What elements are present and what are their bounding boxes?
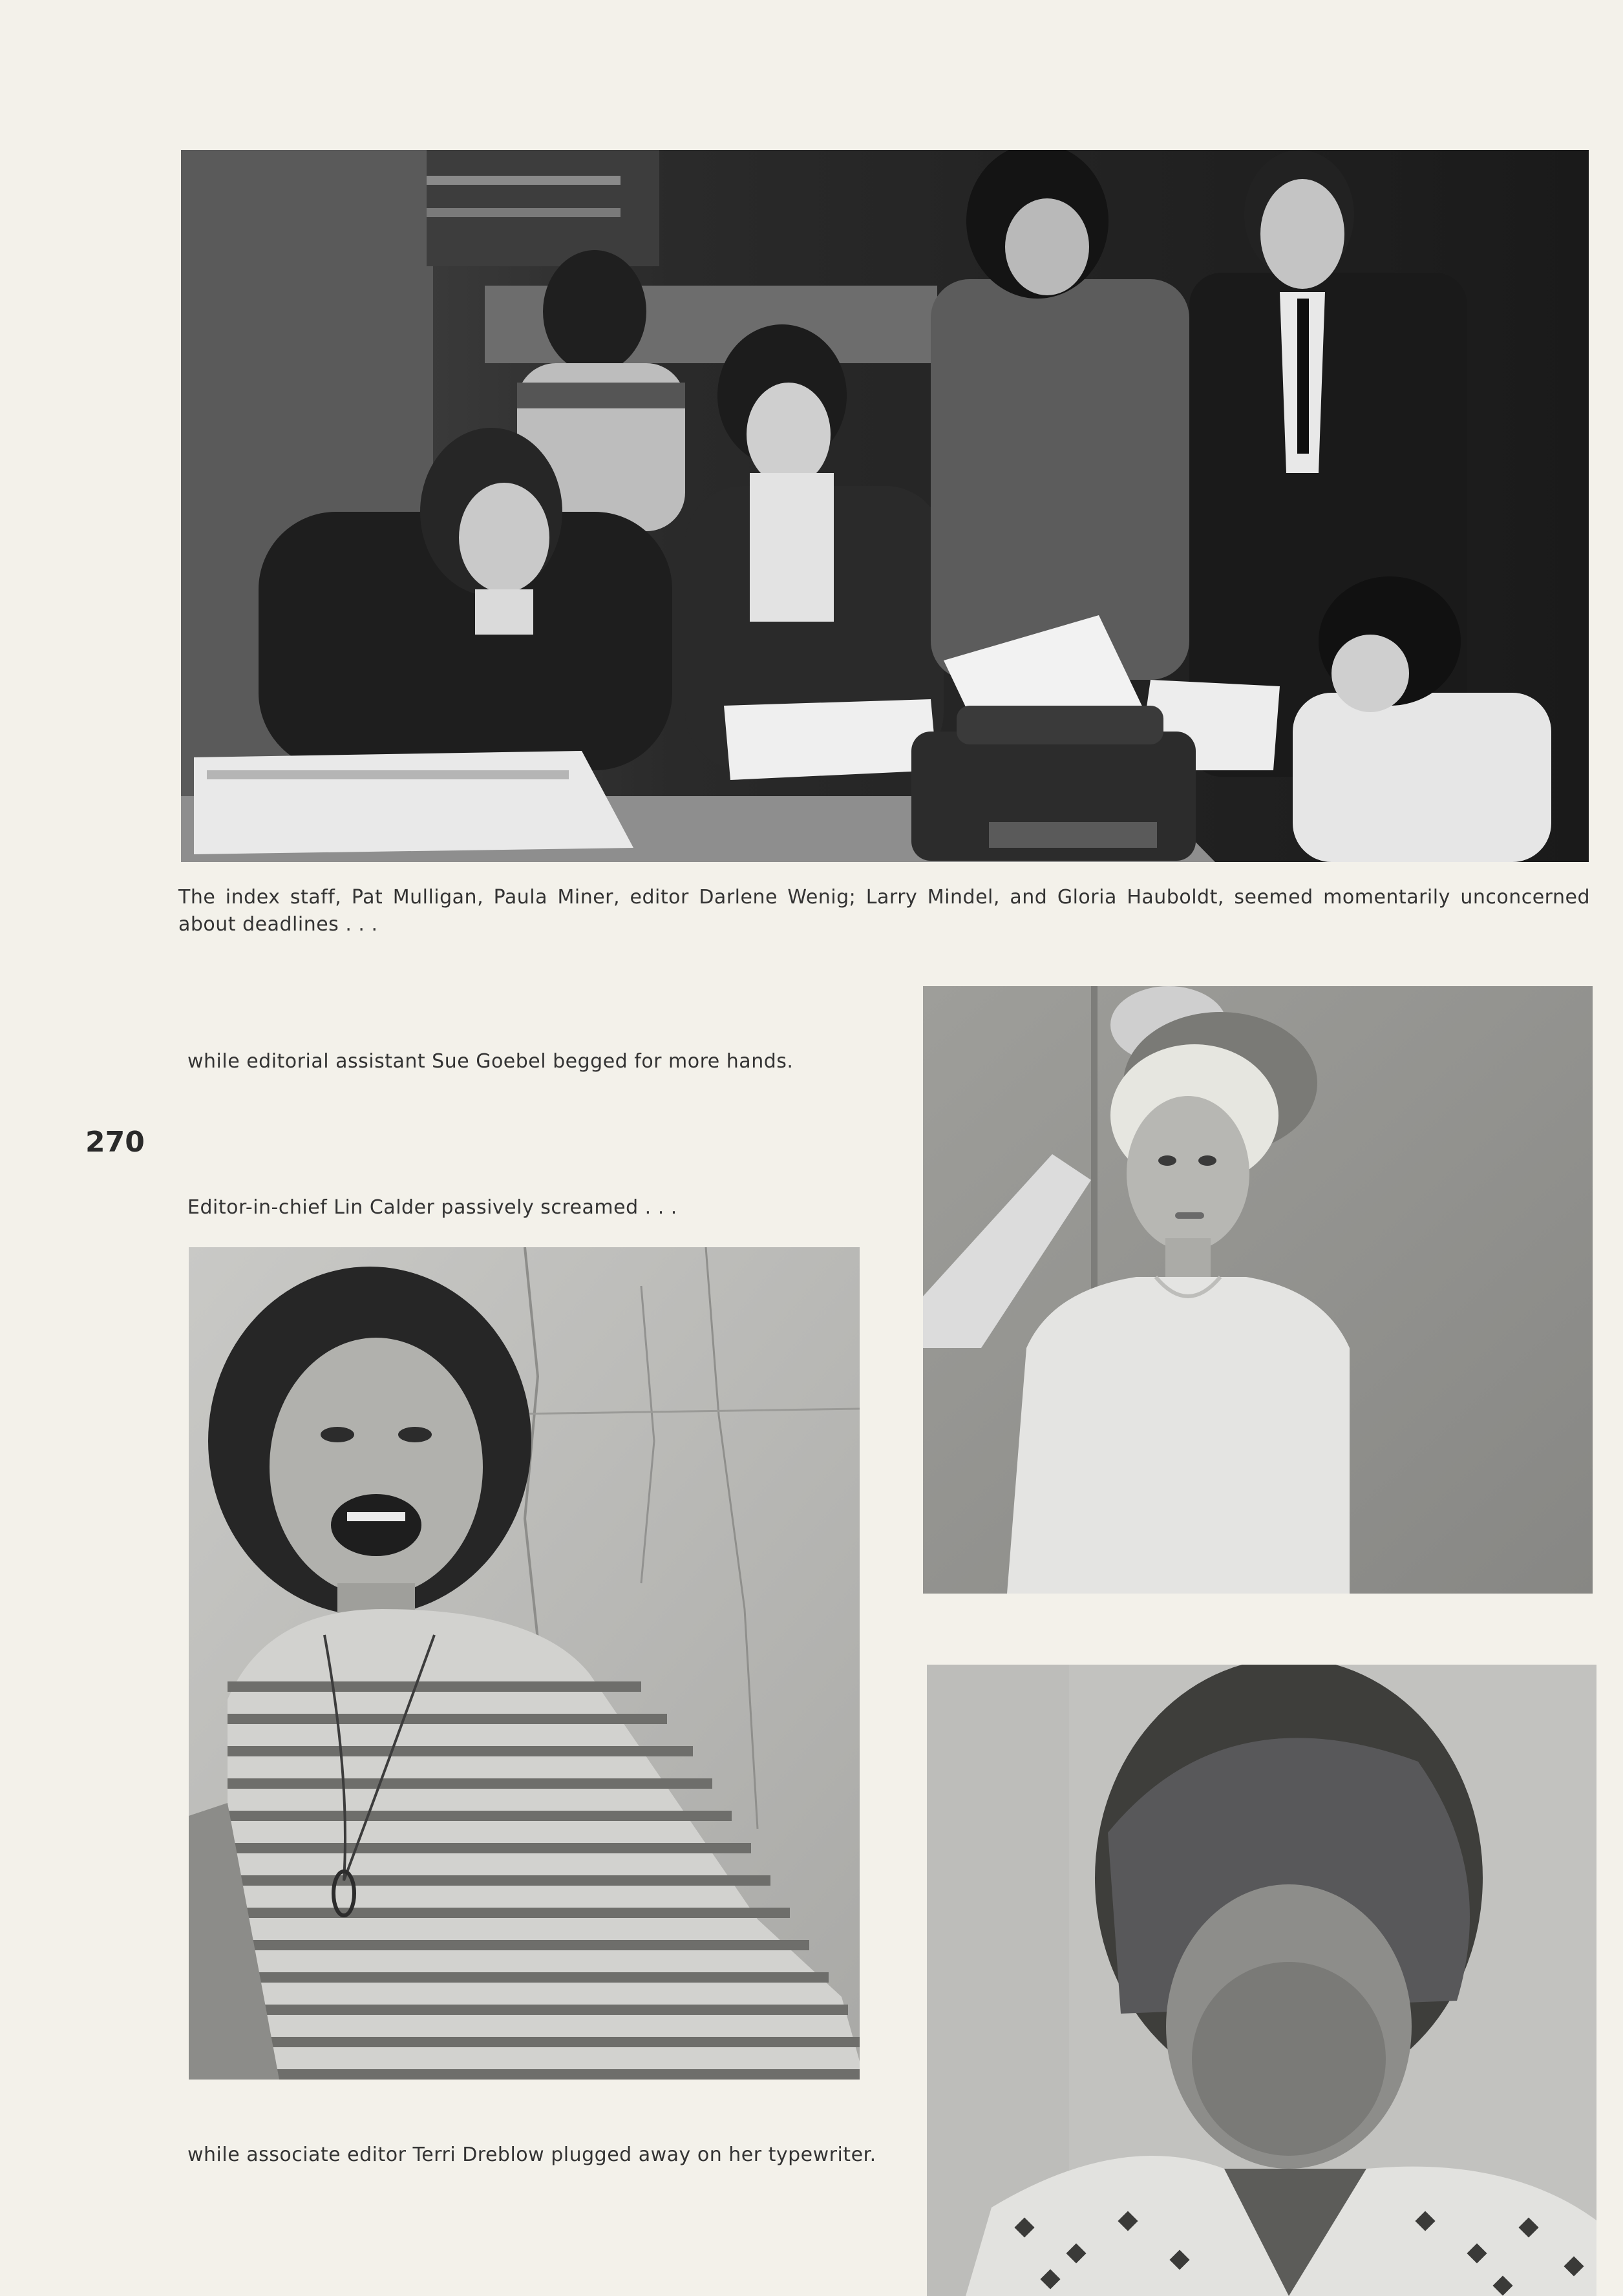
index-staff-caption: The index staff, Pat Mulligan, Paula Miner, editor Darlene Wenig; Larry Mindel, and Gloria Hauboldt, seemed momentarily unconcerned about deadlines . . . <box>178 886 1590 936</box>
sue-goebel-caption: while editorial assistant Sue Goebel begged for more hands. <box>187 1050 794 1073</box>
lin-calder-caption: Editor-in-chief Lin Calder passively screamed . . . <box>187 1196 677 1219</box>
page-number: 270 <box>85 1126 145 1159</box>
index-staff-photo <box>181 150 1589 862</box>
index-staff-photo-image <box>181 150 1589 862</box>
lin-calder-photo-image <box>189 1247 860 2080</box>
terri-dreblow-caption: while associate editor Terri Dreblow plugged away on her typewriter. <box>187 2143 876 2166</box>
lin-calder-photo <box>189 1247 860 2080</box>
terri-dreblow-photo <box>927 1665 1596 2296</box>
sue-goebel-photo-image <box>923 986 1593 1594</box>
terri-dreblow-photo-image <box>927 1665 1596 2296</box>
sue-goebel-photo <box>923 986 1593 1594</box>
